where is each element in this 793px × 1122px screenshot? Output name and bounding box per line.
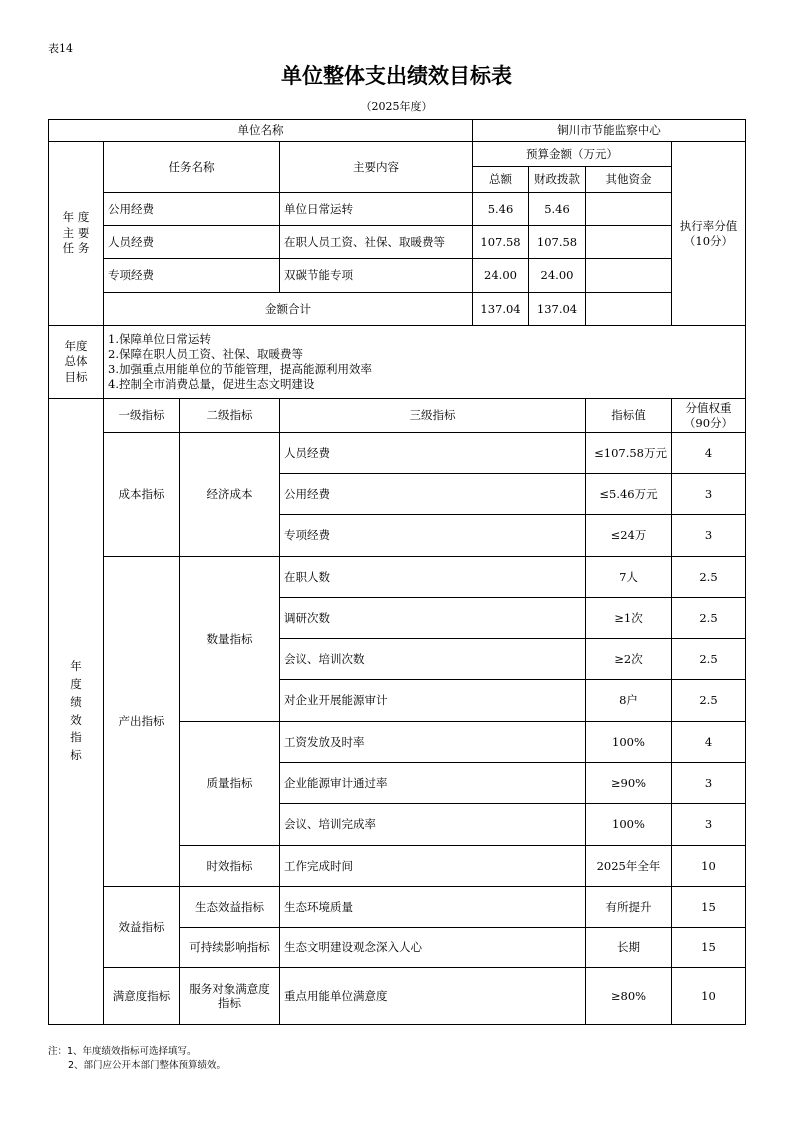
sum-other bbox=[586, 293, 672, 326]
level2-quality: 质量指标 bbox=[180, 722, 280, 846]
level3-indicator: 在职人数 bbox=[280, 557, 586, 598]
indicator-weight: 2.5 bbox=[672, 680, 746, 722]
table-row bbox=[49, 193, 746, 226]
level3-indicator: 重点用能单位满意度 bbox=[280, 968, 586, 1025]
level1-satisfaction: 满意度指标 bbox=[104, 968, 180, 1025]
unit-name-label: 单位名称 bbox=[49, 120, 473, 142]
weight-header: 分值权重 （90分） bbox=[672, 399, 746, 433]
task-name-header: 任务名称 bbox=[104, 142, 280, 193]
indicator-value: 长期 bbox=[586, 928, 672, 968]
task-content: 单位日常运转 bbox=[280, 193, 473, 226]
level3-indicator: 会议、培训次数 bbox=[280, 639, 586, 680]
indicator-value: ≥90% bbox=[586, 763, 672, 804]
level2-sustainable-impact: 可持续影响指标 bbox=[180, 928, 280, 968]
perf-section-label: 年 度 绩 效 指 标 bbox=[49, 399, 104, 1025]
tasks-section-label: 年 度 主 要 任 务 bbox=[49, 142, 104, 326]
task-fiscal: 107.58 bbox=[529, 226, 586, 259]
level3-indicator: 调研次数 bbox=[280, 598, 586, 639]
level3-indicator: 会议、培训完成率 bbox=[280, 804, 586, 846]
task-fiscal: 5.46 bbox=[529, 193, 586, 226]
table-row bbox=[49, 226, 746, 259]
task-other bbox=[586, 226, 672, 259]
budget-other-header: 其他资金 bbox=[586, 167, 672, 193]
level2-service-satisfaction: 服务对象满意度 指标 bbox=[180, 968, 280, 1025]
indicator-weight: 4 bbox=[672, 722, 746, 763]
performance-target-table bbox=[48, 119, 746, 1025]
indicator-value: 有所提升 bbox=[586, 887, 672, 928]
task-name: 专项经费 bbox=[104, 259, 280, 293]
indicator-weight: 3 bbox=[672, 804, 746, 846]
task-name: 公用经费 bbox=[104, 193, 280, 226]
indicator-value: ≤5.46万元 bbox=[586, 474, 672, 515]
unit-name-value: 铜川市节能监察中心 bbox=[473, 120, 746, 142]
level2-eco-benefit: 生态效益指标 bbox=[180, 887, 280, 928]
level2-timeliness: 时效指标 bbox=[180, 846, 280, 887]
table-row bbox=[49, 259, 746, 293]
page-title: 单位整体支出绩效目标表 bbox=[281, 64, 512, 88]
indicator-value: 2025年全年 bbox=[586, 846, 672, 887]
footnote-1: 注：1、年度绩效指标可选择填写。 bbox=[48, 1046, 197, 1057]
level1-output: 产出指标 bbox=[104, 557, 180, 887]
table-number: 表14 bbox=[48, 42, 73, 55]
task-fiscal: 24.00 bbox=[529, 259, 586, 293]
budget-header: 预算金额（万元） bbox=[473, 142, 672, 167]
level3-indicator: 对企业开展能源审计 bbox=[280, 680, 586, 722]
indicator-value: 7人 bbox=[586, 557, 672, 598]
table-row bbox=[49, 968, 746, 1025]
goal-item: 4.控制全市消费总量，促进生态文明建设 bbox=[108, 376, 315, 391]
task-total: 107.58 bbox=[473, 226, 529, 259]
indicator-value: ≥1次 bbox=[586, 598, 672, 639]
task-content: 双碳节能专项 bbox=[280, 259, 473, 293]
indicator-value: 8户 bbox=[586, 680, 672, 722]
task-content-header: 主要内容 bbox=[280, 142, 473, 193]
indicator-weight: 10 bbox=[672, 846, 746, 887]
table-row bbox=[49, 557, 746, 598]
task-other bbox=[586, 193, 672, 226]
indicator-weight: 2.5 bbox=[672, 557, 746, 598]
level3-indicator: 企业能源审计通过率 bbox=[280, 763, 586, 804]
level1-cost: 成本指标 bbox=[104, 433, 180, 557]
task-name: 人员经费 bbox=[104, 226, 280, 259]
level3-indicator: 工资发放及时率 bbox=[280, 722, 586, 763]
task-total: 24.00 bbox=[473, 259, 529, 293]
fiscal-year: （2025年度） bbox=[360, 100, 433, 113]
level2-quantity: 数量指标 bbox=[180, 557, 280, 722]
level3-indicator: 工作完成时间 bbox=[280, 846, 586, 887]
indicator-value-header: 指标值 bbox=[586, 399, 672, 433]
indicator-weight: 2.5 bbox=[672, 639, 746, 680]
indicator-weight: 10 bbox=[672, 968, 746, 1025]
indicator-weight: 3 bbox=[672, 474, 746, 515]
indicator-weight: 15 bbox=[672, 887, 746, 928]
footnotes bbox=[48, 1045, 226, 1073]
level3-header: 三级指标 bbox=[280, 399, 586, 433]
goal-item: 1.保障单位日常运转 bbox=[108, 332, 211, 347]
goals-list bbox=[104, 326, 746, 399]
budget-total-header: 总额 bbox=[473, 167, 529, 193]
indicator-value: ≥80% bbox=[586, 968, 672, 1025]
indicator-weight: 4 bbox=[672, 433, 746, 474]
indicator-value: ≤24万 bbox=[586, 515, 672, 557]
goal-item: 3.加强重点用能单位的节能管理，提高能源利用效率 bbox=[108, 362, 372, 376]
table-row bbox=[49, 433, 746, 474]
level1-header: 一级指标 bbox=[104, 399, 180, 433]
level3-indicator: 公用经费 bbox=[280, 474, 586, 515]
footnote-2: 2、部门应公开本部门整体预算绩效。 bbox=[68, 1059, 227, 1071]
task-content: 在职人员工资、社保、取暖费等 bbox=[280, 226, 473, 259]
indicator-value: ≥2次 bbox=[586, 639, 672, 680]
level3-indicator: 人员经费 bbox=[280, 433, 586, 474]
indicator-value: 100% bbox=[586, 722, 672, 763]
sum-label: 金额合计 bbox=[104, 293, 473, 326]
indicator-weight: 2.5 bbox=[672, 598, 746, 639]
table-row bbox=[49, 887, 746, 928]
level3-indicator: 专项经费 bbox=[280, 515, 586, 557]
level2-header: 二级指标 bbox=[180, 399, 280, 433]
task-total: 5.46 bbox=[473, 193, 529, 226]
goal-item: 2.保障在职人员工资、社保、取暖费等 bbox=[108, 347, 303, 362]
budget-fiscal-header: 财政拨款 bbox=[529, 167, 586, 193]
indicator-weight: 3 bbox=[672, 763, 746, 804]
level3-indicator: 生态环境质量 bbox=[280, 887, 586, 928]
table-row bbox=[49, 293, 746, 326]
indicator-value: 100% bbox=[586, 804, 672, 846]
goals-section-label: 年度 总体 目标 bbox=[49, 326, 104, 399]
indicator-weight: 3 bbox=[672, 515, 746, 557]
level1-benefit: 效益指标 bbox=[104, 887, 180, 968]
level2-economic-cost: 经济成本 bbox=[180, 433, 280, 557]
sum-total: 137.04 bbox=[473, 293, 529, 326]
indicator-value: ≤107.58万元 bbox=[586, 433, 672, 474]
indicator-weight: 15 bbox=[672, 928, 746, 968]
task-other bbox=[586, 259, 672, 293]
sum-fiscal: 137.04 bbox=[529, 293, 586, 326]
execution-score-header: 执行率分值 （10分） bbox=[672, 142, 746, 326]
level3-indicator: 生态文明建设观念深入人心 bbox=[280, 928, 586, 968]
